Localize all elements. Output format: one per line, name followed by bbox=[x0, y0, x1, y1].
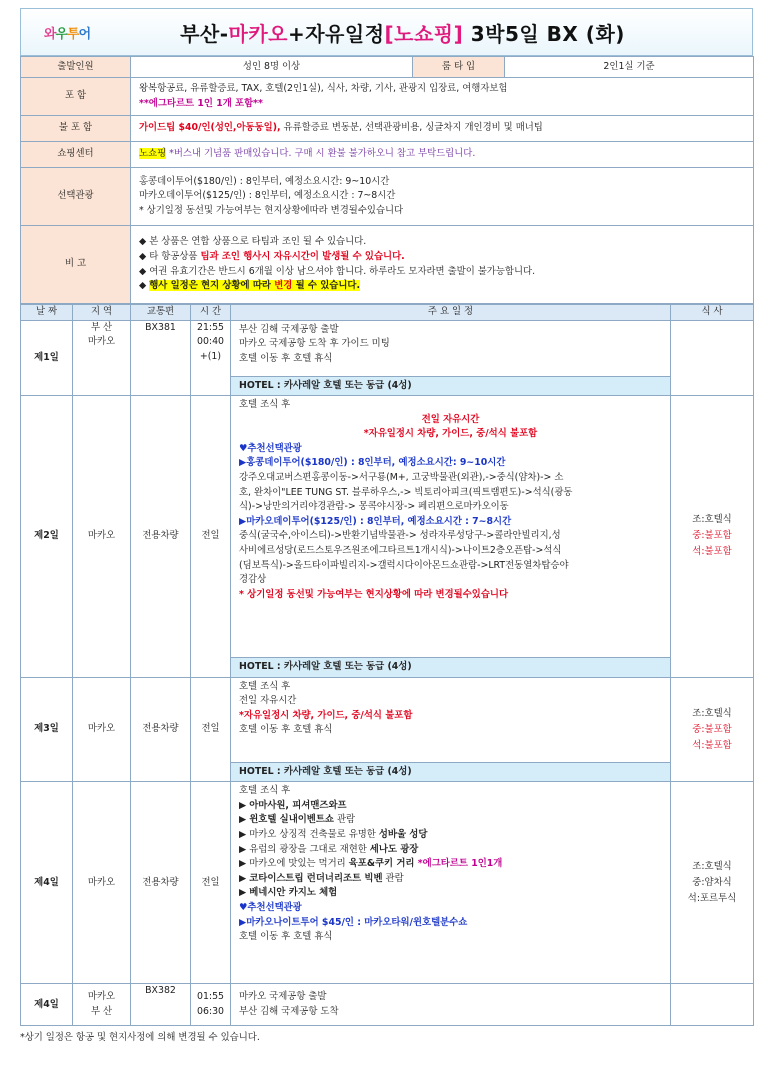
title-banner bbox=[20, 8, 753, 56]
logo-part: 어 bbox=[78, 26, 91, 42]
meal-cell: 조:호텔식 중:불포함 석:불포함 bbox=[671, 396, 754, 678]
region-cell: 마카오 bbox=[73, 782, 131, 984]
note-line: ◆ 본 상품은 연합 상품으로 타팀과 조인 될 수 있습니다. bbox=[139, 236, 367, 248]
region-cell: 마카오 부 산 bbox=[73, 984, 131, 1026]
schedule-cell: 호텔 조식 후 전일 자유시간 *자유일정시 차량, 가이드, 중/석식 불포함 ♥추천선택관광 ▶홍콩데이투어($180/인) : 8인부터, 예정소요시간: 9~10시간 강주오대교버스편홍콩이동->서구룡(M+, 고궁박물관(외관),->중식(얌차)-> 소 호, 완차이"LEE TUNG ST. 블루하우스,-> 빅토리아피크(픽트램편도)->석식(광동 식)->낭만의거리야경관람-> 몽콕야시장-> 페리편으로마카오이동 ▶마카오데이투어($125/인) : 8인부터, 예정소요시간 : 7~8시간 중식(굴국수,아이스티)->반환기념박물관-> 성라자루성당구->콜라안빌리지,성 사비에르성당(로드스토우즈원조에그타르트1개시식)->나이트2층오픈탑->석식 (딤보특식)->올드타이파빌리지->갤럭시다이아몬드쇼관람->LRT전동열차탑승야 경감상 * 상기일정 동선및 가능여부는 현지상황에 따라 변경될수있습니다 bbox=[231, 396, 671, 658]
flight-cell: BX382 bbox=[131, 984, 191, 1026]
meal-cell: 조:호텔식 중:얌차식 석:포르투식 bbox=[671, 782, 754, 984]
guide-tip-text: 가이드팁 $40/인(성인,아동동일), bbox=[139, 122, 281, 134]
hotel-row: HOTEL : 카사레알 호텔 또는 동급 (4성) bbox=[231, 376, 671, 396]
note-line: ◆ 타 항공상품 팀과 조인 행사시 자유시간이 발생될 수 있습니다. bbox=[139, 250, 405, 262]
schedule-cell: 마카오 국제공항 출발 부산 김해 국제공항 도착 bbox=[231, 984, 671, 1026]
include-bonus: **에그타르트 1인 1개 포함** bbox=[139, 97, 263, 109]
option-line: * 상기일정 동선및 가능여부는 현지상황에따라 변경될수있습니다 bbox=[139, 204, 404, 216]
footer-note: *상기 일정은 항공 및 현지사정에 의해 변경될 수 있습니다. bbox=[20, 1032, 260, 1044]
day-label: 제1일 bbox=[21, 320, 73, 396]
meal-cell bbox=[671, 984, 754, 1026]
region-cell: 부 산 마카오 bbox=[73, 320, 131, 396]
schedule-cell: 호텔 조식 후 ▶ 아마사원, 피셔맨즈와프 ▶ 윈호텔 실내이벤트쇼 관람 ▶ 마카오 상징적 건축물로 유명한 성바울 성당 ▶ 유럽의 광장을 그대로 재현한 세나도 광장 ▶ 마카오에 맛있는 먹거리 육포&쿠키 거리 *에그타르트 1인1개 ▶ 코타이스트립 런더너리조트 빅벤 관람 ▶ 베네시안 카지노 체험 ♥추천선택관광 ▶마카오나이트투어 $45/인 : 마카오타워/윈호텔분수쇼 호텔 이동 후 호텔 휴식 bbox=[231, 782, 671, 984]
region-cell: 마카오 bbox=[73, 677, 131, 782]
schedule-cell: 호텔 조식 후 전일 자유시간 *자유일정시 차량, 가이드, 중/석식 불포함 호텔 이동 후 호텔 휴식 bbox=[231, 677, 671, 762]
title-part: [노쇼핑] bbox=[384, 21, 464, 46]
transport-cell: 전용차량 bbox=[131, 782, 191, 984]
hotel-row: HOTEL : 카사레알 호텔 또는 동급 (4성) bbox=[231, 658, 671, 678]
time-cell: 전일 bbox=[191, 677, 231, 782]
shop-note: *버스내 기념품 판매있습니다. 구매 시 환불 불가하오니 참고 부탁드립니다. bbox=[166, 148, 476, 160]
title-part: 마카오 bbox=[228, 21, 288, 46]
include-line: 왕복항공료, 유류할증료, TAX, 호텔(2인1실), 식사, 차량, 기사, 관광지 입장료, 여행자보험 bbox=[139, 82, 508, 94]
time-cell: 전일 bbox=[191, 396, 231, 678]
depart-value: 성인 8명 이상 bbox=[131, 57, 413, 78]
note-line: ◆ 여권 유효기간은 반드시 6개월 이상 남으셔야 합니다. 하루라도 모자라면 출발이 불가능합니다. bbox=[139, 265, 536, 277]
schedule-table bbox=[20, 304, 754, 1026]
flight-cell: BX381 bbox=[131, 320, 191, 396]
time-cell: 01:55 06:30 bbox=[191, 984, 231, 1026]
day-label: 제2일 bbox=[21, 396, 73, 678]
col-header-transport: 교통편 bbox=[131, 305, 191, 321]
region-cell: 마카오 bbox=[73, 396, 131, 678]
col-header-schedule: 주 요 일 정 bbox=[231, 305, 671, 321]
no-shopping-badge: 노쇼핑 bbox=[139, 148, 167, 160]
info-table bbox=[20, 56, 754, 304]
meal-cell: 조:호텔식 중:불포함 석:불포함 bbox=[671, 677, 754, 782]
include-label: 포 함 bbox=[21, 78, 131, 116]
room-value: 2인1실 기준 bbox=[505, 57, 754, 78]
logo-part: 와 bbox=[43, 26, 56, 42]
exclude-cell bbox=[131, 116, 754, 142]
logo-part: 투 bbox=[67, 26, 79, 42]
meal-cell bbox=[671, 320, 754, 396]
exclude-text: 유류할증료 변동분, 선택관광비용, 싱글차지 개인경비 및 매너팁 bbox=[280, 122, 543, 134]
schedule-cell: 부산 김해 국제공항 출발 마카오 국제공항 도착 후 가이드 미팅 호텔 이동 후 호텔 휴식 bbox=[231, 320, 671, 376]
depart-label: 출발인원 bbox=[21, 57, 131, 78]
day-label: 제4일 bbox=[21, 984, 73, 1026]
transport-cell: 전용차량 bbox=[131, 396, 191, 678]
shop-label: 쇼핑센터 bbox=[21, 142, 131, 168]
col-header-region: 지 역 bbox=[73, 305, 131, 321]
title-part: 3박5일 BX (화) bbox=[463, 21, 625, 46]
exclude-label: 불 포 함 bbox=[21, 116, 131, 142]
option-line: 홍콩데이투어($180/인) : 8인부터, 예정소요시간: 9~10시간 bbox=[139, 175, 390, 187]
room-label: 룸 타 입 bbox=[413, 57, 505, 78]
col-header-date: 날 짜 bbox=[21, 305, 73, 321]
col-header-time: 시 간 bbox=[191, 305, 231, 321]
transport-cell: 전용차량 bbox=[131, 677, 191, 782]
hotel-row: HOTEL : 카사레알 호텔 또는 동급 (4성) bbox=[231, 762, 671, 782]
option-label: 선택관광 bbox=[21, 168, 131, 226]
title-part: +자유일정 bbox=[287, 21, 385, 46]
time-cell: 전일 bbox=[191, 782, 231, 984]
page-title bbox=[113, 18, 692, 47]
time-cell: 21:55 00:40 +(1) bbox=[191, 320, 231, 396]
note-cell bbox=[131, 226, 754, 304]
title-part: 부산- bbox=[180, 21, 229, 46]
col-header-meal: 식 사 bbox=[671, 305, 754, 321]
day-label: 제4일 bbox=[21, 782, 73, 984]
day-label: 제3일 bbox=[21, 677, 73, 782]
note-label: 비 고 bbox=[21, 226, 131, 304]
option-cell bbox=[131, 168, 754, 226]
note-line: ◆ 행사 일정은 현지 상황에 따라 변경 될 수 있습니다. bbox=[139, 280, 361, 292]
option-line: 마카오데이투어($125/인) : 8인부터, 예정소요시간 : 7~8시간 bbox=[139, 190, 396, 202]
logo-part: 우 bbox=[55, 26, 67, 42]
include-cell bbox=[131, 78, 754, 116]
shop-cell bbox=[131, 142, 754, 168]
brand-logo bbox=[21, 9, 113, 55]
